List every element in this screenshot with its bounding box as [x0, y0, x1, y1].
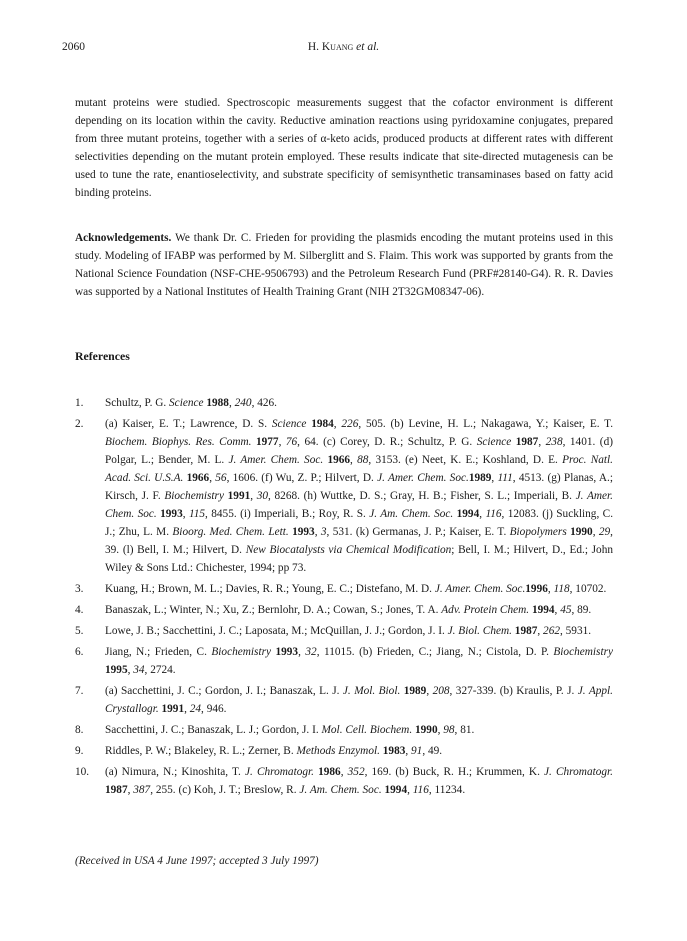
reference-item: [75, 763, 613, 799]
reference-number: 4.: [75, 604, 84, 616]
reference-segment: , 426.: [251, 397, 277, 409]
reference-segment: ,: [592, 526, 599, 538]
reference-segment: Lowe, J. B.; Sacchettini, J. C.; Laposata, M.; McQuillan, J. J.; Gordon, J. I.: [105, 625, 448, 637]
journal-title: 91: [411, 745, 423, 757]
journal-title: Biochemistry: [164, 490, 224, 502]
publication-year: 1988: [206, 397, 229, 409]
publication-year: 1983: [382, 745, 406, 757]
reference-segment: ,: [184, 703, 190, 715]
reference-segment: , 169. (b) Buck, R. H.; Krummen, K.: [364, 766, 545, 778]
reference-number: 7.: [75, 685, 84, 697]
journal-title: J. Amer. Chem. Soc.: [105, 490, 614, 520]
reference-segment: ,: [437, 724, 444, 736]
journal-title: 118: [553, 583, 570, 595]
reference-segment: , 11234.: [428, 784, 466, 796]
journal-title: 76: [285, 436, 298, 448]
reference-segment: Jiang, N.; Frieden, C.: [105, 646, 212, 658]
publication-year: 1966: [327, 454, 351, 466]
reference-text: [105, 394, 613, 412]
reference-segment: ,: [298, 646, 306, 658]
reference-segment: (a) Nimura, N.; Kinoshita, T.: [105, 766, 245, 778]
reference-segment: ,: [250, 490, 257, 502]
journal-title: J. Am. Chem. Soc.: [369, 508, 454, 520]
reference-segment: , 5931.: [560, 625, 592, 637]
reference-number: 6.: [75, 646, 84, 658]
reference-segment: , 946.: [201, 703, 227, 715]
reference-segment: ,: [333, 418, 342, 430]
publication-year: 1995: [105, 664, 128, 676]
reference-number: 2.: [75, 418, 84, 430]
reference-number: 5.: [75, 625, 84, 637]
journal-title: Adv. Protein Chem.: [441, 604, 530, 616]
reference-segment: , 505. (b) Levine, H. L.; Nakagawa, Y.; Kaiser, E. T.: [358, 418, 614, 430]
reference-item: [75, 415, 613, 577]
journal-title: New Biocatalysts via Chemical Modification: [245, 544, 452, 556]
reference-text: [105, 643, 613, 679]
reference-segment: Schultz, P. G.: [105, 397, 170, 409]
page-number: 2060: [62, 41, 85, 53]
reference-segment: , 255. (c) Koh, J. T.; Breslow, R.: [150, 784, 300, 796]
journal-title: J. Amer. Chem. Soc.: [228, 454, 324, 466]
reference-number: 3.: [75, 583, 84, 595]
publication-year: 1990: [415, 724, 438, 736]
reference-item: [75, 742, 613, 760]
reference-segment: ,: [405, 745, 412, 757]
reference-segment: , 1401. (d) Polgar, L.; Bender, M. L.: [105, 436, 613, 466]
publication-year: 1996: [525, 583, 548, 595]
journal-title: J. Mol. Biol.: [342, 685, 401, 697]
journal-title: Mol. Cell. Biochem.: [321, 724, 413, 736]
journal-title: 262: [543, 625, 560, 637]
journal-title: 352: [347, 766, 365, 778]
publication-year: 1984: [311, 418, 334, 430]
reference-text: [105, 601, 613, 619]
journal-title: Biopolymers: [509, 526, 567, 538]
journal-title: Methods Enzymol.: [296, 745, 380, 757]
reference-segment: , 11015. (b) Frieden, C.; Jiang, N.; Cistola, D. P.: [316, 646, 554, 658]
reference-segment: (a) Kaiser, E. T.; Lawrence, D. S.: [105, 418, 272, 430]
journal-title: J. Amer. Chem. Soc.: [377, 472, 469, 484]
reference-segment: ,: [127, 784, 134, 796]
reference-segment: ,: [426, 685, 433, 697]
journal-title: 226: [341, 418, 359, 430]
acknowledgements-paragraph: [75, 229, 613, 301]
reference-segment: , 8455. (i) Imperiali, B.; Roy, R. S.: [205, 508, 370, 520]
reference-segment: ,: [491, 472, 498, 484]
reference-segment: ,: [479, 508, 486, 520]
journal-title: 387: [133, 784, 151, 796]
journal-title: 30: [256, 490, 269, 502]
publication-year: 1986: [318, 766, 341, 778]
acknowledgements-text: We thank Dr. C. Frieden for providing the plasmids encoding the mutant proteins used in this study. Modeling of IFABP was performed by M. Silberglitt and S. Flaim. This work was supported by grants from the National Science Foundation (NSF-CHE-9506793) and the Petroleum Research Fund (PRF#28140-G4). R. R. Davies was supported by a National Institutes of Health Training Grant (NIH 2T32GM08347-06).: [75, 232, 613, 298]
reference-segment: , 327-339. (b) Kraulis, P. J.: [449, 685, 578, 697]
reference-segment: , 531. (k) Germanas, J. P.; Kaiser, E. T.: [326, 526, 510, 538]
journal-title: 24: [189, 703, 202, 715]
journal-title: Biochem. Biophys. Res. Comm.: [105, 436, 252, 448]
reference-item: [75, 682, 613, 718]
journal-title: Biochemistry: [211, 646, 271, 658]
reference-number: 9.: [75, 745, 84, 757]
journal-title: 29: [598, 526, 611, 538]
reference-segment: Riddles, P. W.; Blakeley, R. L.; Zerner, B.: [105, 745, 297, 757]
publication-year: 1993: [275, 646, 299, 658]
publication-year: 1993: [292, 526, 315, 538]
reference-segment: ,: [182, 508, 189, 520]
journal-title: J. Am. Chem. Soc.: [299, 784, 382, 796]
reference-segment: , 4513. (g) Planas, A.; Kirsch, J. F.: [105, 472, 613, 502]
reference-text: [105, 622, 613, 640]
reference-segment: ,: [350, 454, 358, 466]
journal-title: 240: [234, 397, 252, 409]
author-surname: Kuang: [321, 41, 354, 53]
publication-year: 1989: [403, 685, 427, 697]
reference-segment: ,: [228, 397, 235, 409]
reference-text: [105, 415, 613, 577]
reference-segment: , 12083. (j) Suckling, C. J.; Zhu, L. M.: [105, 508, 614, 538]
reference-number: 1.: [75, 397, 84, 409]
reference-segment: ,: [314, 526, 321, 538]
reference-segment: Sacchettini, J. C.; Banaszak, L. J.; Gordon, J. I.: [105, 724, 322, 736]
reference-segment: ,: [407, 784, 413, 796]
publication-year: 1991: [227, 490, 251, 502]
reference-segment: ,: [547, 583, 554, 595]
reference-number: 8.: [75, 724, 84, 736]
publication-year: 1990: [570, 526, 593, 538]
reference-segment: ,: [538, 436, 546, 448]
journal-title: Science: [476, 436, 512, 448]
journal-title: 34: [133, 664, 145, 676]
journal-title: 32: [305, 646, 317, 658]
received-note: (Received in USA 4 June 1997; accepted 3 July 1997): [75, 855, 319, 867]
publication-year: 1987: [515, 436, 539, 448]
reference-segment: ; Bell, I. M.; Hilvert, D., Ed.; John Wiley & Sons Ltd.: Chichester, 1994; pp 73.: [105, 544, 614, 574]
reference-number: 10.: [75, 766, 90, 778]
reference-segment: , 64. (c) Corey, D. R.; Schultz, P. G.: [297, 436, 477, 448]
intro-paragraph: mutant proteins were studied. Spectroscopic measurements suggest that the cofactor environment is different depending on its location within the cavity. Reductive amination reactions using pyridoxamine conjugates, prepared from three mutant proteins, together with a series of α-keto acids, produced products at different rates with different selectivities depending on the mutant protein employed. These results indicate that site-directed mutagenesis can be used to tune the rate, enantioselectivity, and substrate specificity of semisynthetic transaminases based on fatty acid binding proteins.: [75, 97, 613, 199]
journal-title: 45: [560, 604, 572, 616]
journal-title: 116: [412, 784, 429, 796]
journal-title: Bioorg. Med. Chem. Lett.: [172, 526, 289, 538]
reference-segment: ,: [278, 436, 286, 448]
reference-segment: , 49.: [422, 745, 443, 757]
reference-item: [75, 601, 613, 619]
journal-title: Science: [271, 418, 307, 430]
journal-title: 238: [545, 436, 563, 448]
reference-text: [105, 580, 613, 598]
publication-year: 1987: [105, 784, 128, 796]
reference-item: [75, 580, 613, 598]
reference-text: [105, 763, 613, 799]
reference-segment: ,: [537, 625, 544, 637]
publication-year: 1994: [384, 784, 408, 796]
journal-title: 116: [485, 508, 502, 520]
reference-segment: Banaszak, L.; Winter, N.; Xu, Z.; Bernlohr, D. A.; Cowan, S.; Jones, T. A.: [105, 604, 442, 616]
running-head: [62, 41, 625, 53]
publication-year: 1966: [186, 472, 210, 484]
reference-segment: Kuang, H.; Brown, M. L.; Davies, R. R.; Young, E. C.; Distefano, M. D.: [105, 583, 435, 595]
reference-segment: , 81.: [454, 724, 475, 736]
journal-title: 88: [357, 454, 369, 466]
publication-year: 1994: [531, 604, 555, 616]
reference-text: [105, 742, 613, 760]
journal-title: 208: [432, 685, 450, 697]
publication-year: 1977: [255, 436, 279, 448]
reference-segment: ,: [127, 664, 134, 676]
reference-segment: , 39. (l) Bell, I. M.; Hilvert, D.: [105, 526, 613, 556]
publication-year: 1987: [514, 625, 538, 637]
journal-title: Biochemistry: [553, 646, 613, 658]
reference-segment: (a) Sacchettini, J. C.; Gordon, J. I.; Banaszak, L. J.: [105, 685, 343, 697]
journal-title: J. Chromatogr.: [544, 766, 614, 778]
publication-year: 1989: [468, 472, 492, 484]
reference-segment: ,: [209, 472, 216, 484]
author-initial: H.: [307, 41, 322, 53]
reference-list: [75, 394, 613, 802]
reference-segment: , 3153. (e) Neet, K. E.; Koshland, D. E.: [368, 454, 563, 466]
reference-segment: ,: [340, 766, 348, 778]
journal-title: J. Biol. Chem.: [447, 625, 512, 637]
journal-title: J. Amer. Chem. Soc.: [434, 583, 526, 595]
journal-title: Proc. Natl. Acad. Sci. U.S.A.: [105, 454, 613, 484]
reference-segment: , 89.: [571, 604, 592, 616]
acknowledgements-title: Acknowledgements.: [75, 232, 172, 244]
journal-title: Science: [169, 397, 204, 409]
journal-title: 56: [215, 472, 227, 484]
reference-segment: , 1606. (f) Wu, Z. P.; Hilvert, D.: [226, 472, 378, 484]
journal-title: 3: [320, 526, 327, 538]
reference-segment: , 2724.: [144, 664, 176, 676]
reference-segment: , 8268. (h) Wuttke, D. S.; Gray, H. B.; Fisher, S. L.; Imperiali, B.: [268, 490, 576, 502]
journal-title: J. Chromatogr.: [245, 766, 314, 778]
reference-item: [75, 721, 613, 739]
reference-segment: , 10702.: [569, 583, 607, 595]
reference-segment: ,: [554, 604, 561, 616]
reference-item: [75, 643, 613, 679]
reference-text: [105, 721, 613, 739]
journal-title: 98: [443, 724, 455, 736]
publication-year: 1993: [160, 508, 183, 520]
publication-year: 1994: [456, 508, 480, 520]
journal-title: 111: [497, 472, 513, 484]
reference-item: [75, 394, 613, 412]
journal-title: J. Appl. Crystallogr.: [105, 685, 613, 715]
journal-title: 115: [188, 508, 206, 520]
references-heading: References: [75, 349, 130, 363]
reference-item: [75, 622, 613, 640]
publication-year: 1991: [161, 703, 185, 715]
reference-text: [105, 682, 613, 718]
page-header: [62, 41, 625, 59]
et-al: et al.: [353, 41, 380, 53]
